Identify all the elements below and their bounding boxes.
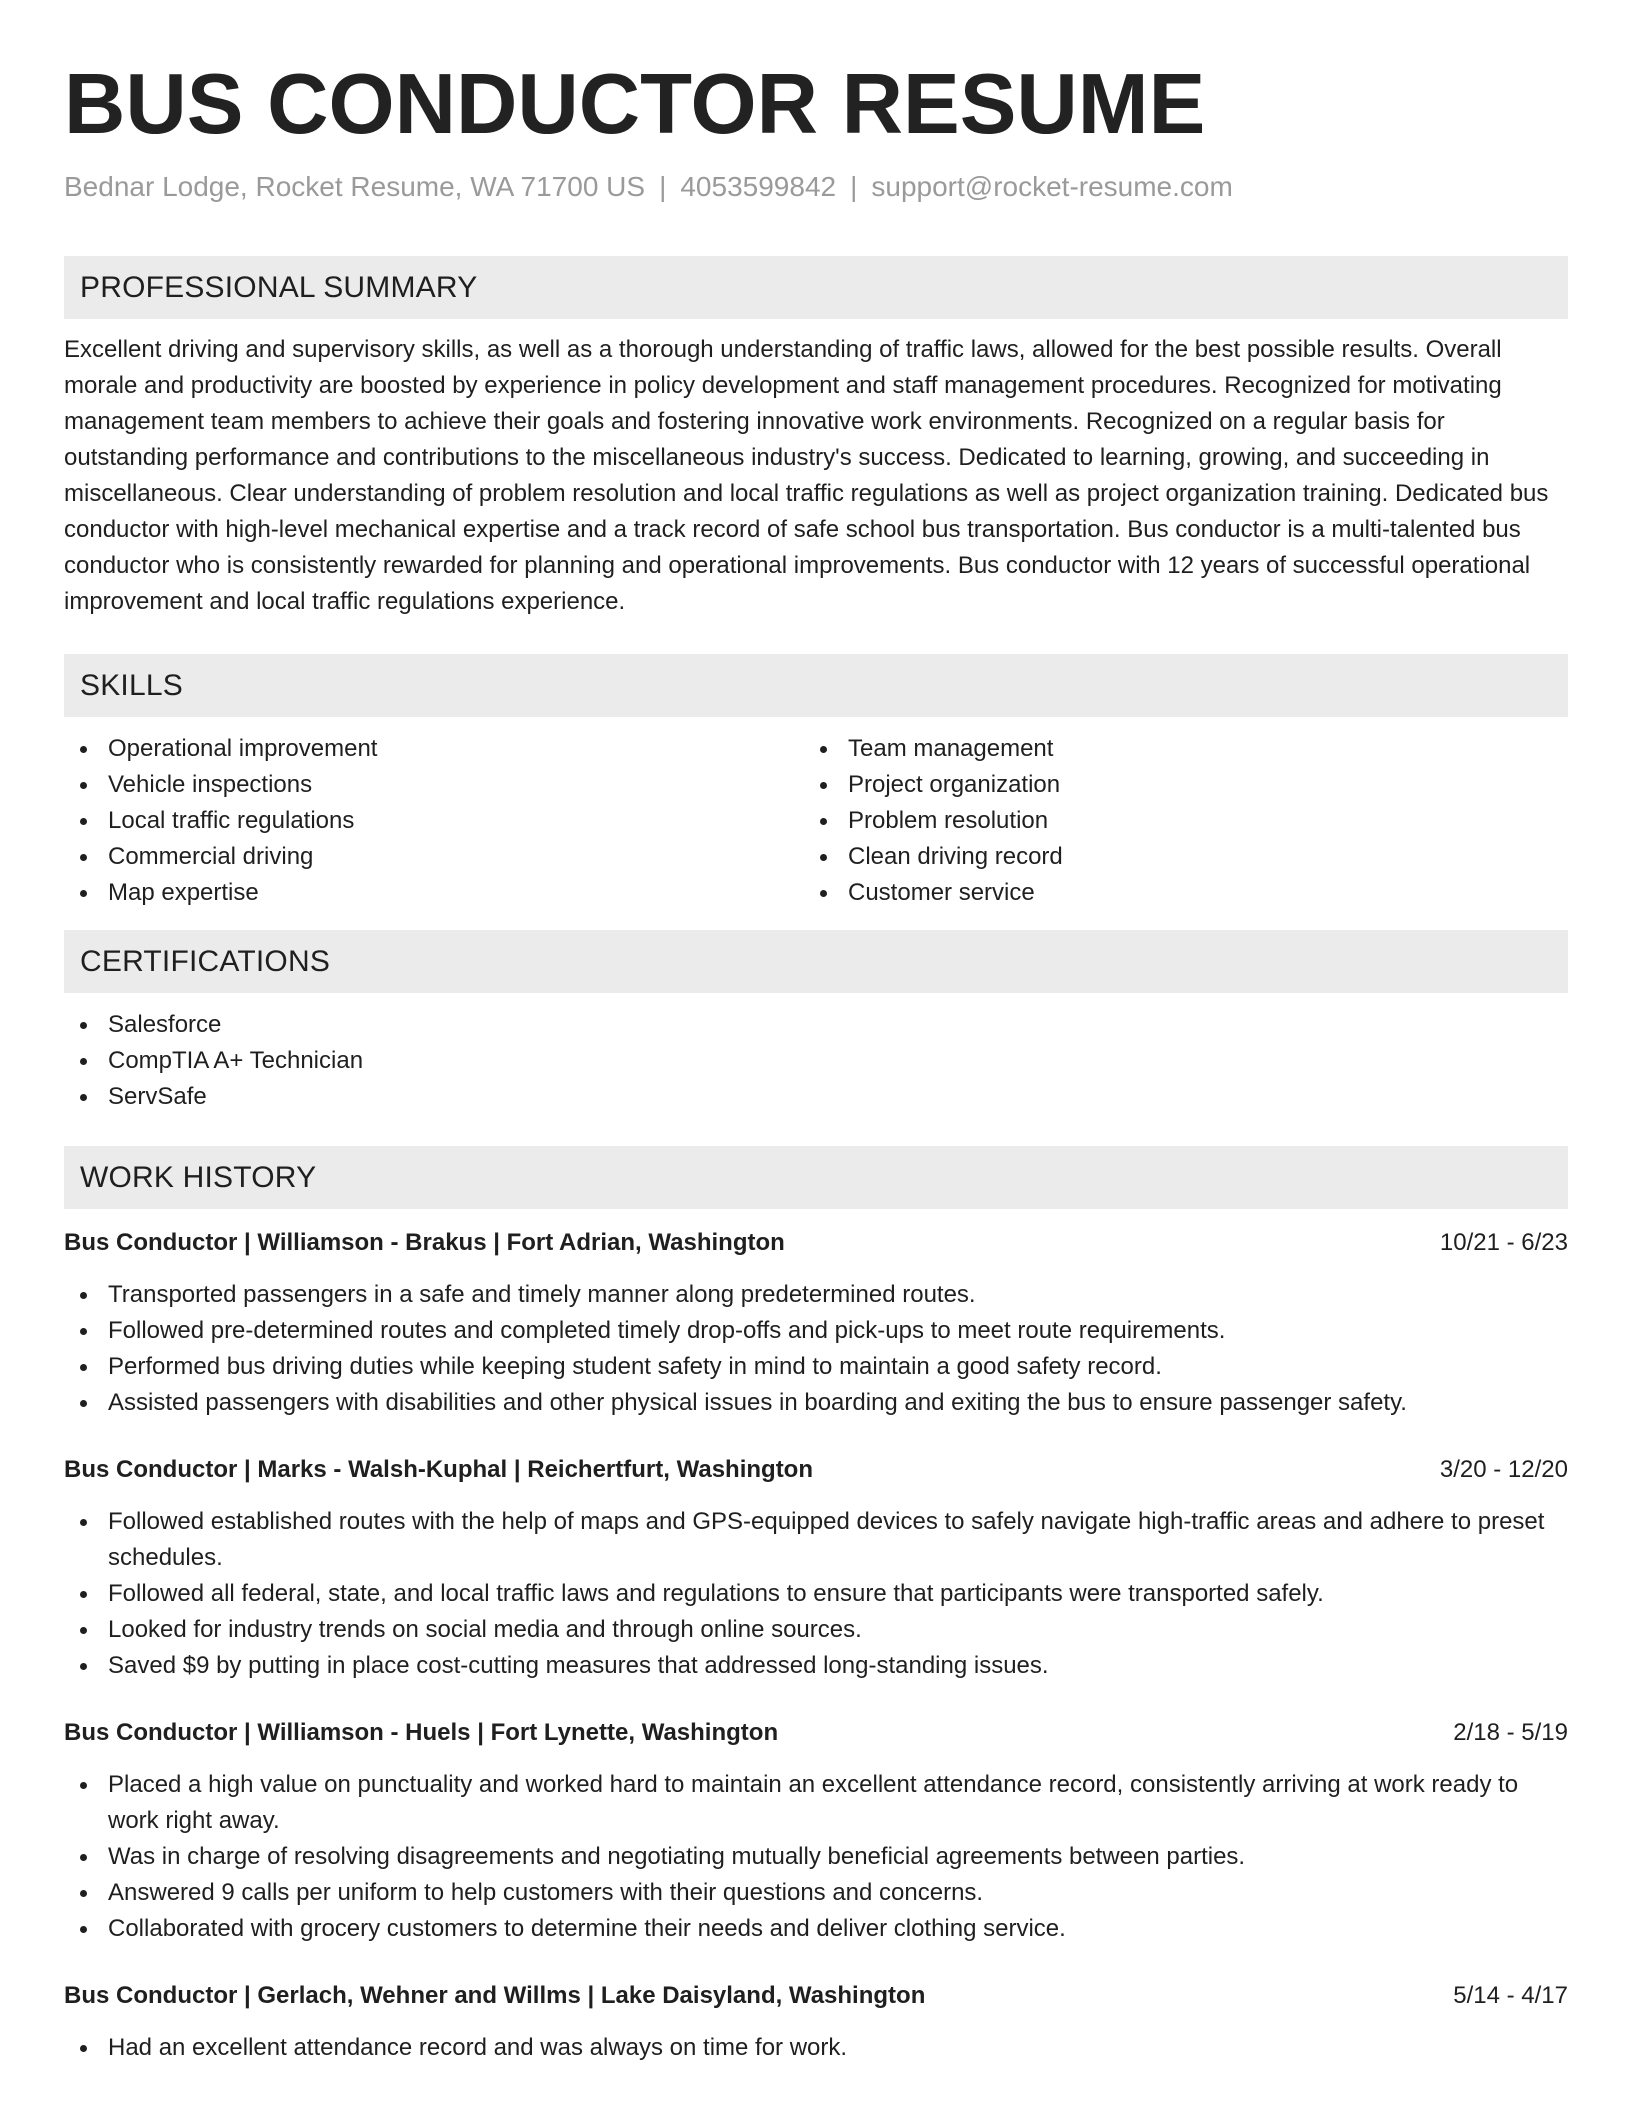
- job-bullet: Transported passengers in a safe and timely manner along predetermined routes.: [64, 1277, 1568, 1313]
- skills-list-right: [804, 731, 1544, 911]
- job-header: [64, 1452, 1568, 1488]
- resume-title: BUS CONDUCTOR RESUME: [64, 57, 1206, 152]
- skill-item: Project organization: [804, 767, 1544, 803]
- skill-item: Clean driving record: [804, 839, 1544, 875]
- certification-item: ServSafe: [64, 1079, 1568, 1115]
- section-heading-work-history: WORK HISTORY: [64, 1146, 1568, 1209]
- section-heading-skills: SKILLS: [64, 654, 1568, 717]
- job-dates: 10/21 - 6/23: [1439, 1229, 1568, 1256]
- skill-item: Operational improvement: [64, 731, 804, 767]
- contact-line: [64, 169, 1568, 205]
- job-bullets: [64, 1277, 1568, 1421]
- section-heading-summary: PROFESSIONAL SUMMARY: [64, 256, 1568, 319]
- certifications-list: [64, 1007, 1568, 1115]
- contact-address: Bednar Lodge, Rocket Resume, WA 71700 US: [64, 171, 646, 202]
- section-heading-certifications: CERTIFICATIONS: [64, 930, 1568, 993]
- contact-email: support@rocket-resume.com: [871, 171, 1233, 202]
- skill-item: Problem resolution: [804, 803, 1544, 839]
- job-bullet: Followed pre-determined routes and completed timely drop-offs and pick-ups to meet route requirements.: [64, 1313, 1568, 1349]
- job-bullets: [64, 1767, 1568, 1947]
- job-title: Bus Conductor | Williamson - Huels | Fort Lynette, Washington: [64, 1719, 779, 1746]
- skill-item: Commercial driving: [64, 839, 804, 875]
- job-header: [64, 1978, 1568, 2014]
- certification-item: Salesforce: [64, 1007, 1568, 1043]
- job-bullet: Answered 9 calls per uniform to help customers with their questions and concerns.: [64, 1875, 1568, 1911]
- job-title: Bus Conductor | Gerlach, Wehner and Willms | Lake Daisyland, Washington: [64, 1982, 926, 2009]
- job-dates: 5/14 - 4/17: [1453, 1982, 1568, 2009]
- job-entry: [64, 1452, 1568, 1684]
- skills-grid: [64, 731, 1568, 911]
- job-bullet: Performed bus driving duties while keeping student safety in mind to maintain a good safety record.: [64, 1349, 1568, 1385]
- job-bullet: Followed all federal, state, and local traffic laws and regulations to ensure that participants were transported safely.: [64, 1576, 1568, 1612]
- job-bullet: Assisted passengers with disabilities and other physical issues in boarding and exiting the bus to ensure passenger safety.: [64, 1385, 1568, 1421]
- job-bullets: [64, 2030, 1568, 2066]
- skill-item: Vehicle inspections: [64, 767, 804, 803]
- job-bullet: Followed established routes with the help of maps and GPS-equipped devices to safely navigate high-traffic areas and adhere to preset schedules.: [64, 1504, 1568, 1576]
- job-entry: [64, 1978, 1568, 2066]
- job-dates: 3/20 - 12/20: [1439, 1456, 1568, 1483]
- skill-item: Team management: [804, 731, 1544, 767]
- job-bullet: Placed a high value on punctuality and worked hard to maintain an excellent attendance record, consistently arriving at work ready to work right away.: [64, 1767, 1568, 1839]
- skills-list-left: [64, 731, 804, 911]
- job-dates: 2/18 - 5/19: [1453, 1719, 1568, 1746]
- job-bullet: Collaborated with grocery customers to determine their needs and deliver clothing service.: [64, 1911, 1568, 1947]
- job-bullet: Looked for industry trends on social media and through online sources.: [64, 1612, 1568, 1648]
- contact-separator: |: [659, 171, 667, 202]
- job-header: [64, 1715, 1568, 1751]
- job-bullet: Saved $9 by putting in place cost-cutting measures that addressed long-standing issues.: [64, 1648, 1568, 1684]
- job-title: Bus Conductor | Marks - Walsh-Kuphal | Reichertfurt, Washington: [64, 1456, 814, 1483]
- skill-item: Map expertise: [64, 875, 804, 911]
- job-header: [64, 1225, 1568, 1261]
- job-bullet: Had an excellent attendance record and was always on time for work.: [64, 2030, 1568, 2066]
- job-entry: [64, 1225, 1568, 1421]
- job-entry: [64, 1715, 1568, 1947]
- skill-item: Customer service: [804, 875, 1544, 911]
- certification-item: CompTIA A+ Technician: [64, 1043, 1568, 1079]
- summary-text: Excellent driving and supervisory skills, as well as a thorough understanding of traffic laws, allowed for the best possible results. Overall morale and productivity are boosted by experience in policy development and staff management procedures. Recognized for motivating management team members to achieve their goals and fostering innovative work environments. Recognized on a regular basis for outstanding performance and contributions to the miscellaneous industry's success. Dedicated to learning, growing, and succeeding in miscellaneous. Clear understanding of problem resolution and local traffic regulations as well as project organization training. Dedicated bus conductor with high-level mechanical expertise and a track record of safe school bus transportation. Bus conductor is a multi-talented bus conductor who is consistently rewarded for planning and operational improvements. Bus conductor with 12 years of successful operational improvement and local traffic regulations experience.: [64, 336, 1549, 615]
- contact-separator: |: [850, 171, 858, 202]
- job-bullets: [64, 1504, 1568, 1684]
- job-title: Bus Conductor | Williamson - Brakus | Fort Adrian, Washington: [64, 1229, 785, 1256]
- job-bullet: Was in charge of resolving disagreements and negotiating mutually beneficial agreements between parties.: [64, 1839, 1568, 1875]
- contact-phone: 4053599842: [680, 171, 837, 202]
- skill-item: Local traffic regulations: [64, 803, 804, 839]
